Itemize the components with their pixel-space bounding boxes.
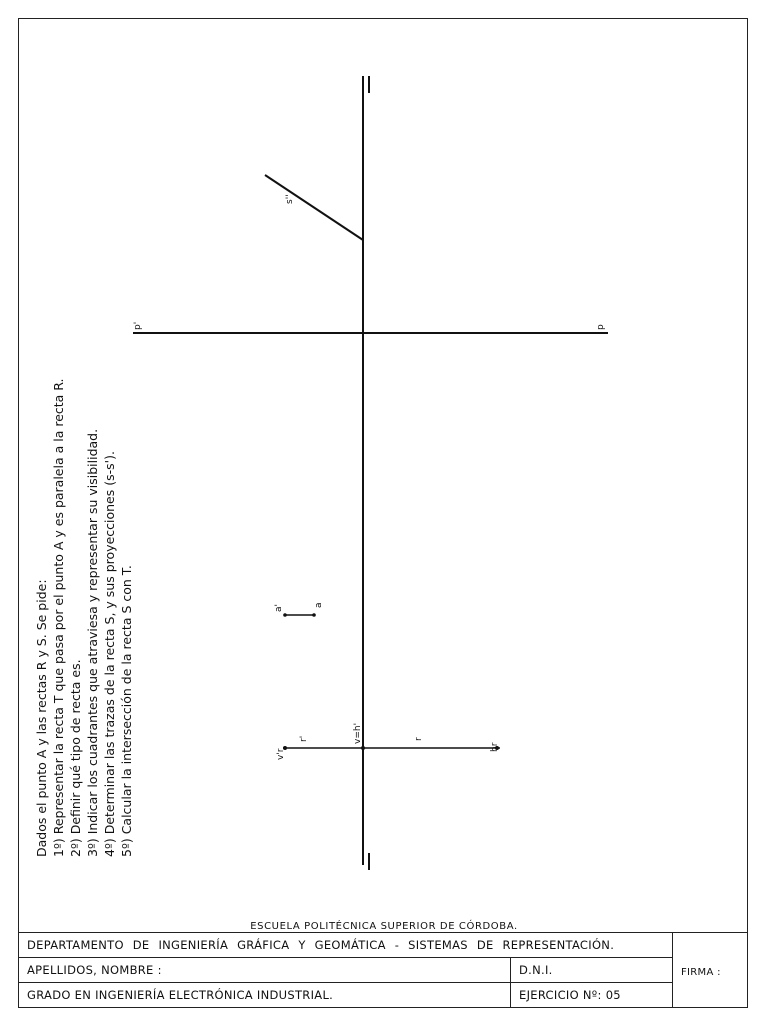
statement-line: 1º) Representar la recta T que pasa por el punto A y es paralela a la recta R. [51, 378, 66, 857]
title-block [18, 932, 748, 1008]
statement-line: Dados el punto A y las rectas R y S. Se pide: [34, 579, 49, 857]
point-a-prime-label: a' [274, 604, 284, 612]
ground-line-label-left: p' [133, 321, 143, 330]
problem-statement [34, 378, 134, 857]
trace-hr-label: hr [490, 742, 500, 752]
degree-text: GRADO EN INGENIERÍA ELECTRÓNICA INDUSTRIAL. [27, 988, 334, 1002]
line-r-label: r [414, 737, 424, 741]
signature-cell [673, 933, 747, 1007]
trace-vr-label: v'r [276, 748, 286, 760]
statement-line: 5º) Calcular la intersección de la recta S con T. [119, 565, 134, 857]
point-a-label: a [314, 602, 324, 608]
line-s-profile [265, 175, 363, 240]
dni-label: D.N.I. [519, 963, 553, 977]
exercise-cell [511, 983, 673, 1007]
names-cell [19, 958, 511, 983]
line-s-profile-label: s'' [285, 194, 295, 204]
ground-line-label-right: p [596, 324, 606, 330]
line-r-prime-label: r' [299, 735, 309, 742]
point-a-prime-dot [283, 613, 287, 617]
exercise-number: 05 [605, 988, 621, 1002]
exercise-label: EJERCICIO Nº: [519, 988, 602, 1002]
dni-cell [511, 958, 673, 983]
department-cell [19, 933, 673, 958]
statement-line: 2º) Definir qué tipo de recta es. [68, 659, 83, 857]
degree-cell [19, 983, 511, 1007]
point-a-dot [312, 613, 316, 617]
trace-v-dot [361, 746, 365, 750]
names-label: APELLIDOS, NOMBRE : [27, 963, 162, 977]
department-text: DEPARTAMENTO DE INGENIERÍA GRÁFICA Y GEOMÁTICA - SISTEMAS DE REPRESENTACIÓN. [27, 938, 615, 952]
school-name: ESCUELA POLITÉCNICA SUPERIOR DE CÓRDOBA. [250, 921, 518, 932]
signature-label: FIRMA : [681, 966, 721, 978]
statement-line: 4º) Determinar las trazas de la recta S, y sus proyecciones (s-s'). [102, 451, 117, 857]
trace-v-label: v=h' [353, 722, 363, 744]
statement-line: 3º) Indicar los cuadrantes que atraviesa y representar su visibilidad. [85, 428, 100, 857]
